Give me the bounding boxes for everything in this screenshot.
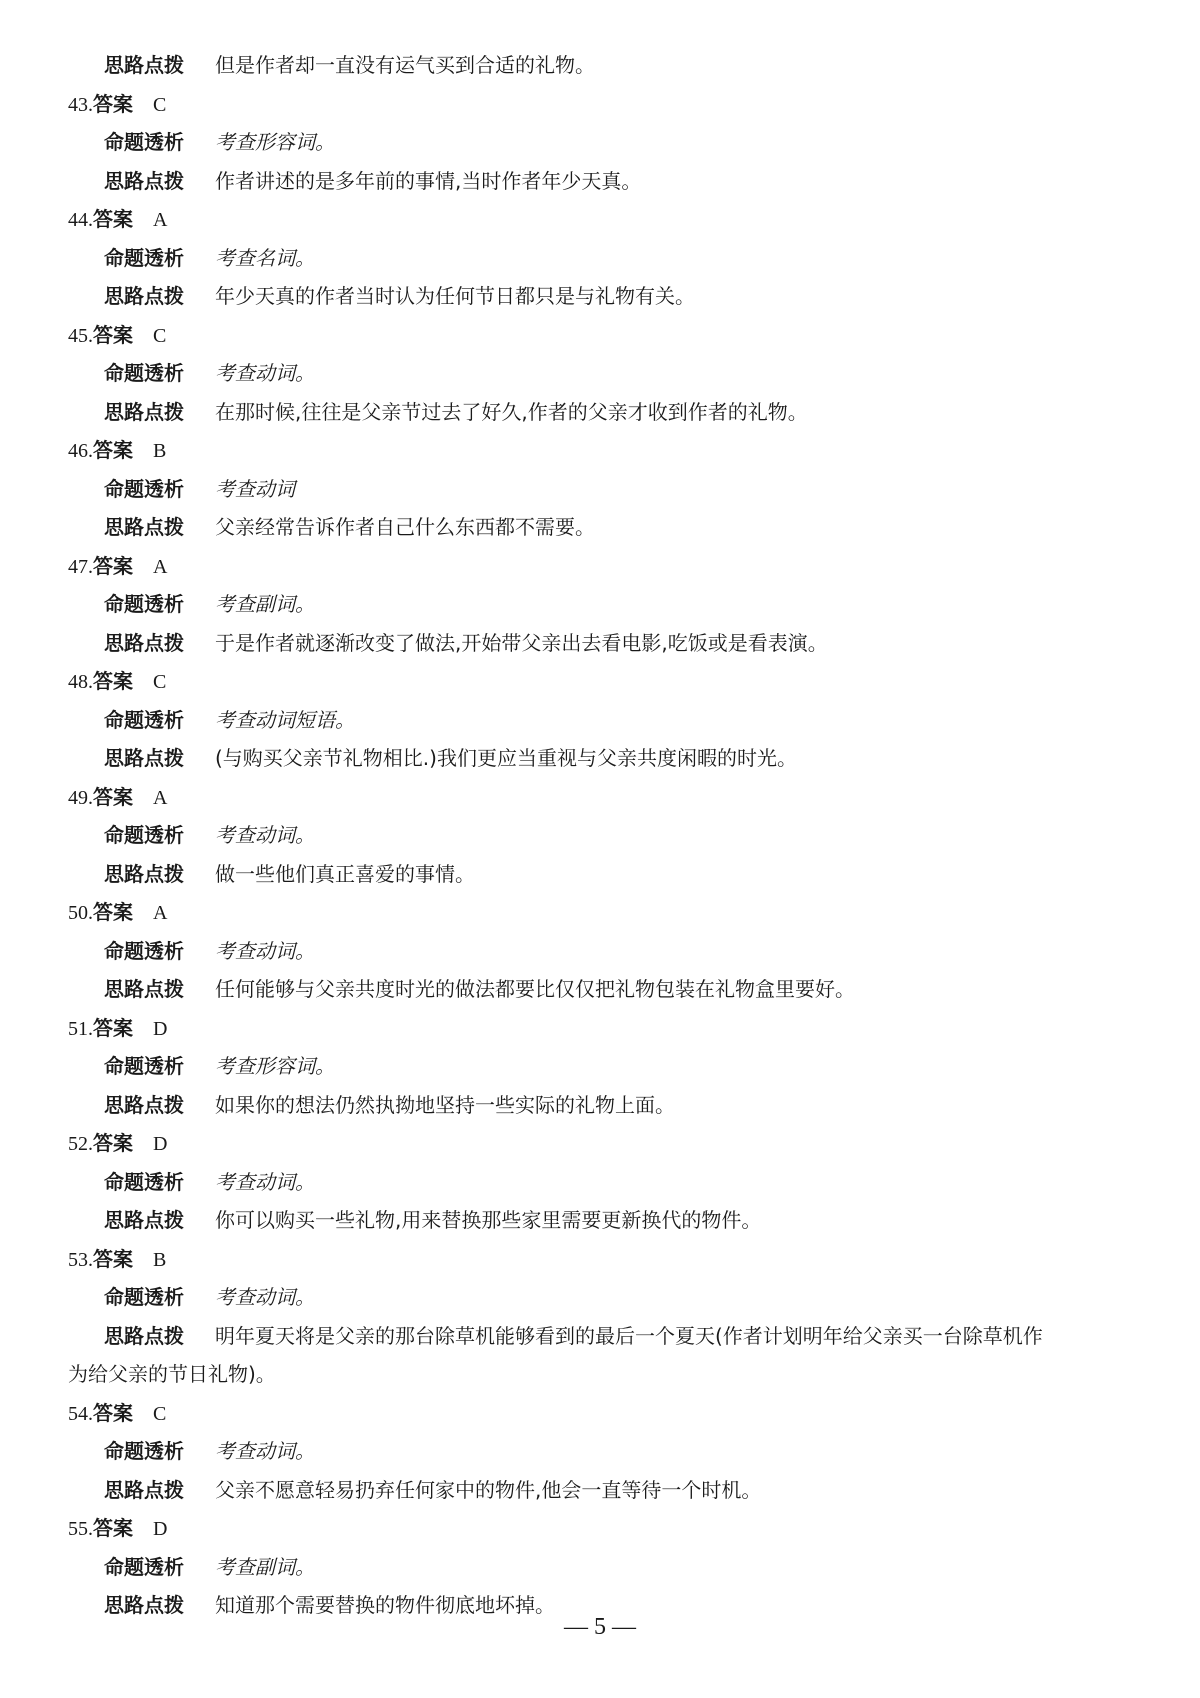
hint-text: (与购买父亲节礼物相比.)我们更应当重视与父亲共度闲暇的时光。	[215, 746, 797, 770]
analysis-line	[68, 1432, 1148, 1471]
analysis-label: 命题透析	[104, 592, 184, 616]
analysis-text: 考查动词。	[215, 1285, 315, 1309]
hint-text: 做一些他们真正喜爱的事情。	[215, 861, 475, 886]
hint-text: 父亲经常告诉作者自己什么东西都不需要。	[215, 515, 595, 539]
answer-choice: C	[153, 324, 167, 347]
analysis-text: 考查形容词。	[215, 130, 335, 154]
question-number: 46.	[68, 440, 93, 462]
answer-choice: C	[153, 93, 167, 116]
answer-label: 答案	[93, 207, 133, 231]
hint-label: 思路点拨	[104, 1323, 184, 1348]
analysis-line	[68, 1548, 1148, 1587]
analysis-text: 考查动词。	[215, 823, 315, 847]
hint-line	[68, 1201, 1148, 1240]
question-number: 50.	[68, 902, 93, 924]
hint-text: 如果你的想法仍然执拗地坚持一些实际的礼物上面。	[215, 1092, 675, 1117]
hint-line	[68, 1317, 1148, 1356]
analysis-text: 考查动词。	[215, 1169, 315, 1194]
hint-label: 思路点拨	[104, 977, 184, 1001]
answer-line	[68, 547, 1148, 586]
hint-line	[68, 393, 1148, 432]
analysis-line	[68, 470, 1148, 509]
analysis-line	[68, 701, 1148, 740]
analysis-text: 考查形容词。	[215, 1054, 335, 1078]
analysis-text: 考查动词。	[215, 1439, 315, 1463]
analysis-label: 命题透析	[104, 361, 184, 385]
hint-label: 思路点拨	[104, 861, 184, 886]
answer-choice: D	[153, 1518, 168, 1540]
answer-label: 答案	[93, 91, 133, 116]
analysis-line	[68, 123, 1148, 162]
answer-items	[68, 85, 1148, 1625]
analysis-label: 命题透析	[104, 823, 184, 847]
answer-choice: C	[153, 671, 167, 693]
hint-text: 作者讲述的是多年前的事情,当时作者年少天真。	[215, 168, 642, 193]
hint-text: 在那时候,往往是父亲节过去了好久,作者的父亲才收到作者的礼物。	[215, 399, 808, 424]
hint-line	[68, 855, 1148, 894]
answer-line	[68, 1009, 1148, 1048]
analysis-label: 命题透析	[104, 130, 184, 154]
analysis-label: 命题透析	[104, 1169, 184, 1194]
question-number: 54.	[68, 1402, 93, 1425]
analysis-label: 命题透析	[104, 1439, 184, 1463]
answer-line	[68, 200, 1148, 239]
hint-label: 思路点拨	[104, 399, 184, 424]
answer-label: 答案	[93, 784, 133, 809]
hint-label: 思路点拨	[104, 284, 184, 308]
hint-line	[68, 162, 1148, 201]
answer-choice: A	[153, 786, 168, 809]
hint-label: 思路点拨	[104, 630, 184, 655]
answer-choice: D	[153, 1017, 168, 1040]
analysis-line	[68, 932, 1148, 971]
hint-label: 思路点拨	[104, 1208, 184, 1232]
answer-line	[68, 316, 1148, 355]
question-number: 49.	[68, 786, 93, 809]
answer-label: 答案	[93, 553, 133, 578]
hint-label: 思路点拨	[104, 746, 184, 770]
analysis-line	[68, 354, 1148, 393]
question-number: 53.	[68, 1248, 93, 1271]
answer-label: 答案	[93, 1246, 133, 1271]
analysis-text: 考查副词。	[215, 592, 315, 616]
analysis-line	[68, 1047, 1148, 1086]
hint-text: 父亲不愿意轻易扔弃任何家中的物件,他会一直等待一个时机。	[215, 1477, 762, 1502]
question-number: 52.	[68, 1133, 93, 1155]
answer-line	[68, 85, 1148, 124]
answer-choice: C	[153, 1402, 167, 1425]
answer-line	[68, 893, 1148, 932]
hint-text: 任何能够与父亲共度时光的做法都要比仅仅把礼物包装在礼物盒里要好。	[215, 977, 855, 1001]
page-number: — 5 —	[564, 1614, 636, 1640]
hint-line	[68, 1086, 1148, 1125]
question-number: 45.	[68, 324, 93, 347]
answer-label: 答案	[93, 900, 133, 924]
analysis-label: 命题透析	[104, 707, 184, 732]
question-number: 48.	[68, 671, 93, 693]
hint-line	[68, 970, 1148, 1009]
hint-line	[68, 739, 1148, 778]
hint-line	[68, 1471, 1148, 1510]
hint-continuation-text: 为给父亲的节日礼物)。	[68, 1362, 276, 1386]
hint-text: 于是作者就逐渐改变了做法,开始带父亲出去看电影,吃饭或是看表演。	[215, 630, 828, 655]
hint-label: 思路点拨	[104, 168, 184, 193]
hint-label: 思路点拨	[104, 1092, 184, 1117]
hint-line	[68, 46, 1148, 85]
answer-choice: A	[153, 555, 168, 578]
analysis-text: 考查副词。	[215, 1554, 315, 1579]
hint-text: 你可以购买一些礼物,用来替换那些家里需要更新换代的物件。	[215, 1208, 762, 1232]
answer-choice: A	[153, 209, 168, 231]
analysis-line	[68, 239, 1148, 278]
answer-label: 答案	[93, 1015, 133, 1040]
analysis-text: 考查动词。	[215, 938, 315, 963]
analysis-label: 命题透析	[104, 938, 184, 963]
answer-line	[68, 1124, 1148, 1163]
analysis-label: 命题透析	[104, 476, 184, 501]
hint-continuation	[68, 1355, 1148, 1394]
hint-text: 知道那个需要替换的物件彻底地坏掉。	[215, 1593, 555, 1617]
analysis-text: 考查动词。	[215, 361, 315, 385]
hint-text: 明年夏天将是父亲的那台除草机能够看到的最后一个夏天(作者计划明年给父亲买一台除草机作	[215, 1323, 1043, 1348]
analysis-text: 考查动词短语。	[215, 707, 355, 732]
answer-line	[68, 1240, 1148, 1279]
analysis-label: 命题透析	[104, 245, 184, 270]
analysis-label: 命题透析	[104, 1054, 184, 1078]
answer-line	[68, 1509, 1148, 1548]
analysis-label: 命题透析	[104, 1554, 184, 1579]
answer-line	[68, 778, 1148, 817]
hint-line	[68, 508, 1148, 547]
answer-label: 答案	[93, 1131, 133, 1155]
hint-label: 思路点拨	[104, 53, 184, 77]
hint-text: 但是作者却一直没有运气买到合适的礼物。	[215, 53, 595, 77]
question-number: 43.	[68, 93, 93, 116]
hint-line	[68, 277, 1148, 316]
analysis-label: 命题透析	[104, 1285, 184, 1309]
answer-line	[68, 431, 1148, 470]
analysis-line	[68, 1163, 1148, 1202]
answer-line	[68, 662, 1148, 701]
question-number: 47.	[68, 555, 93, 578]
question-number: 44.	[68, 209, 93, 231]
analysis-line	[68, 816, 1148, 855]
hint-text: 年少天真的作者当时认为任何节日都只是与礼物有关。	[215, 284, 695, 308]
analysis-text: 考查动词	[215, 476, 295, 501]
answer-label: 答案	[93, 322, 133, 347]
answer-label: 答案	[93, 438, 133, 462]
answer-label: 答案	[93, 669, 133, 693]
answer-choice: B	[153, 440, 167, 462]
hint-label: 思路点拨	[104, 1477, 184, 1502]
question-number: 51.	[68, 1017, 93, 1040]
answer-choice: B	[153, 1248, 167, 1271]
answer-line	[68, 1394, 1148, 1433]
answer-choice: D	[153, 1133, 168, 1155]
hint-line	[68, 624, 1148, 663]
answer-label: 答案	[93, 1400, 133, 1425]
answer-key-content	[68, 46, 1148, 1625]
hint-label: 思路点拨	[104, 515, 184, 539]
analysis-line	[68, 585, 1148, 624]
question-number: 55.	[68, 1518, 93, 1540]
analysis-text: 考查名词。	[215, 245, 315, 270]
analysis-line	[68, 1278, 1148, 1317]
hint-label: 思路点拨	[104, 1593, 184, 1617]
answer-choice: A	[153, 902, 168, 924]
answer-label: 答案	[93, 1516, 133, 1540]
